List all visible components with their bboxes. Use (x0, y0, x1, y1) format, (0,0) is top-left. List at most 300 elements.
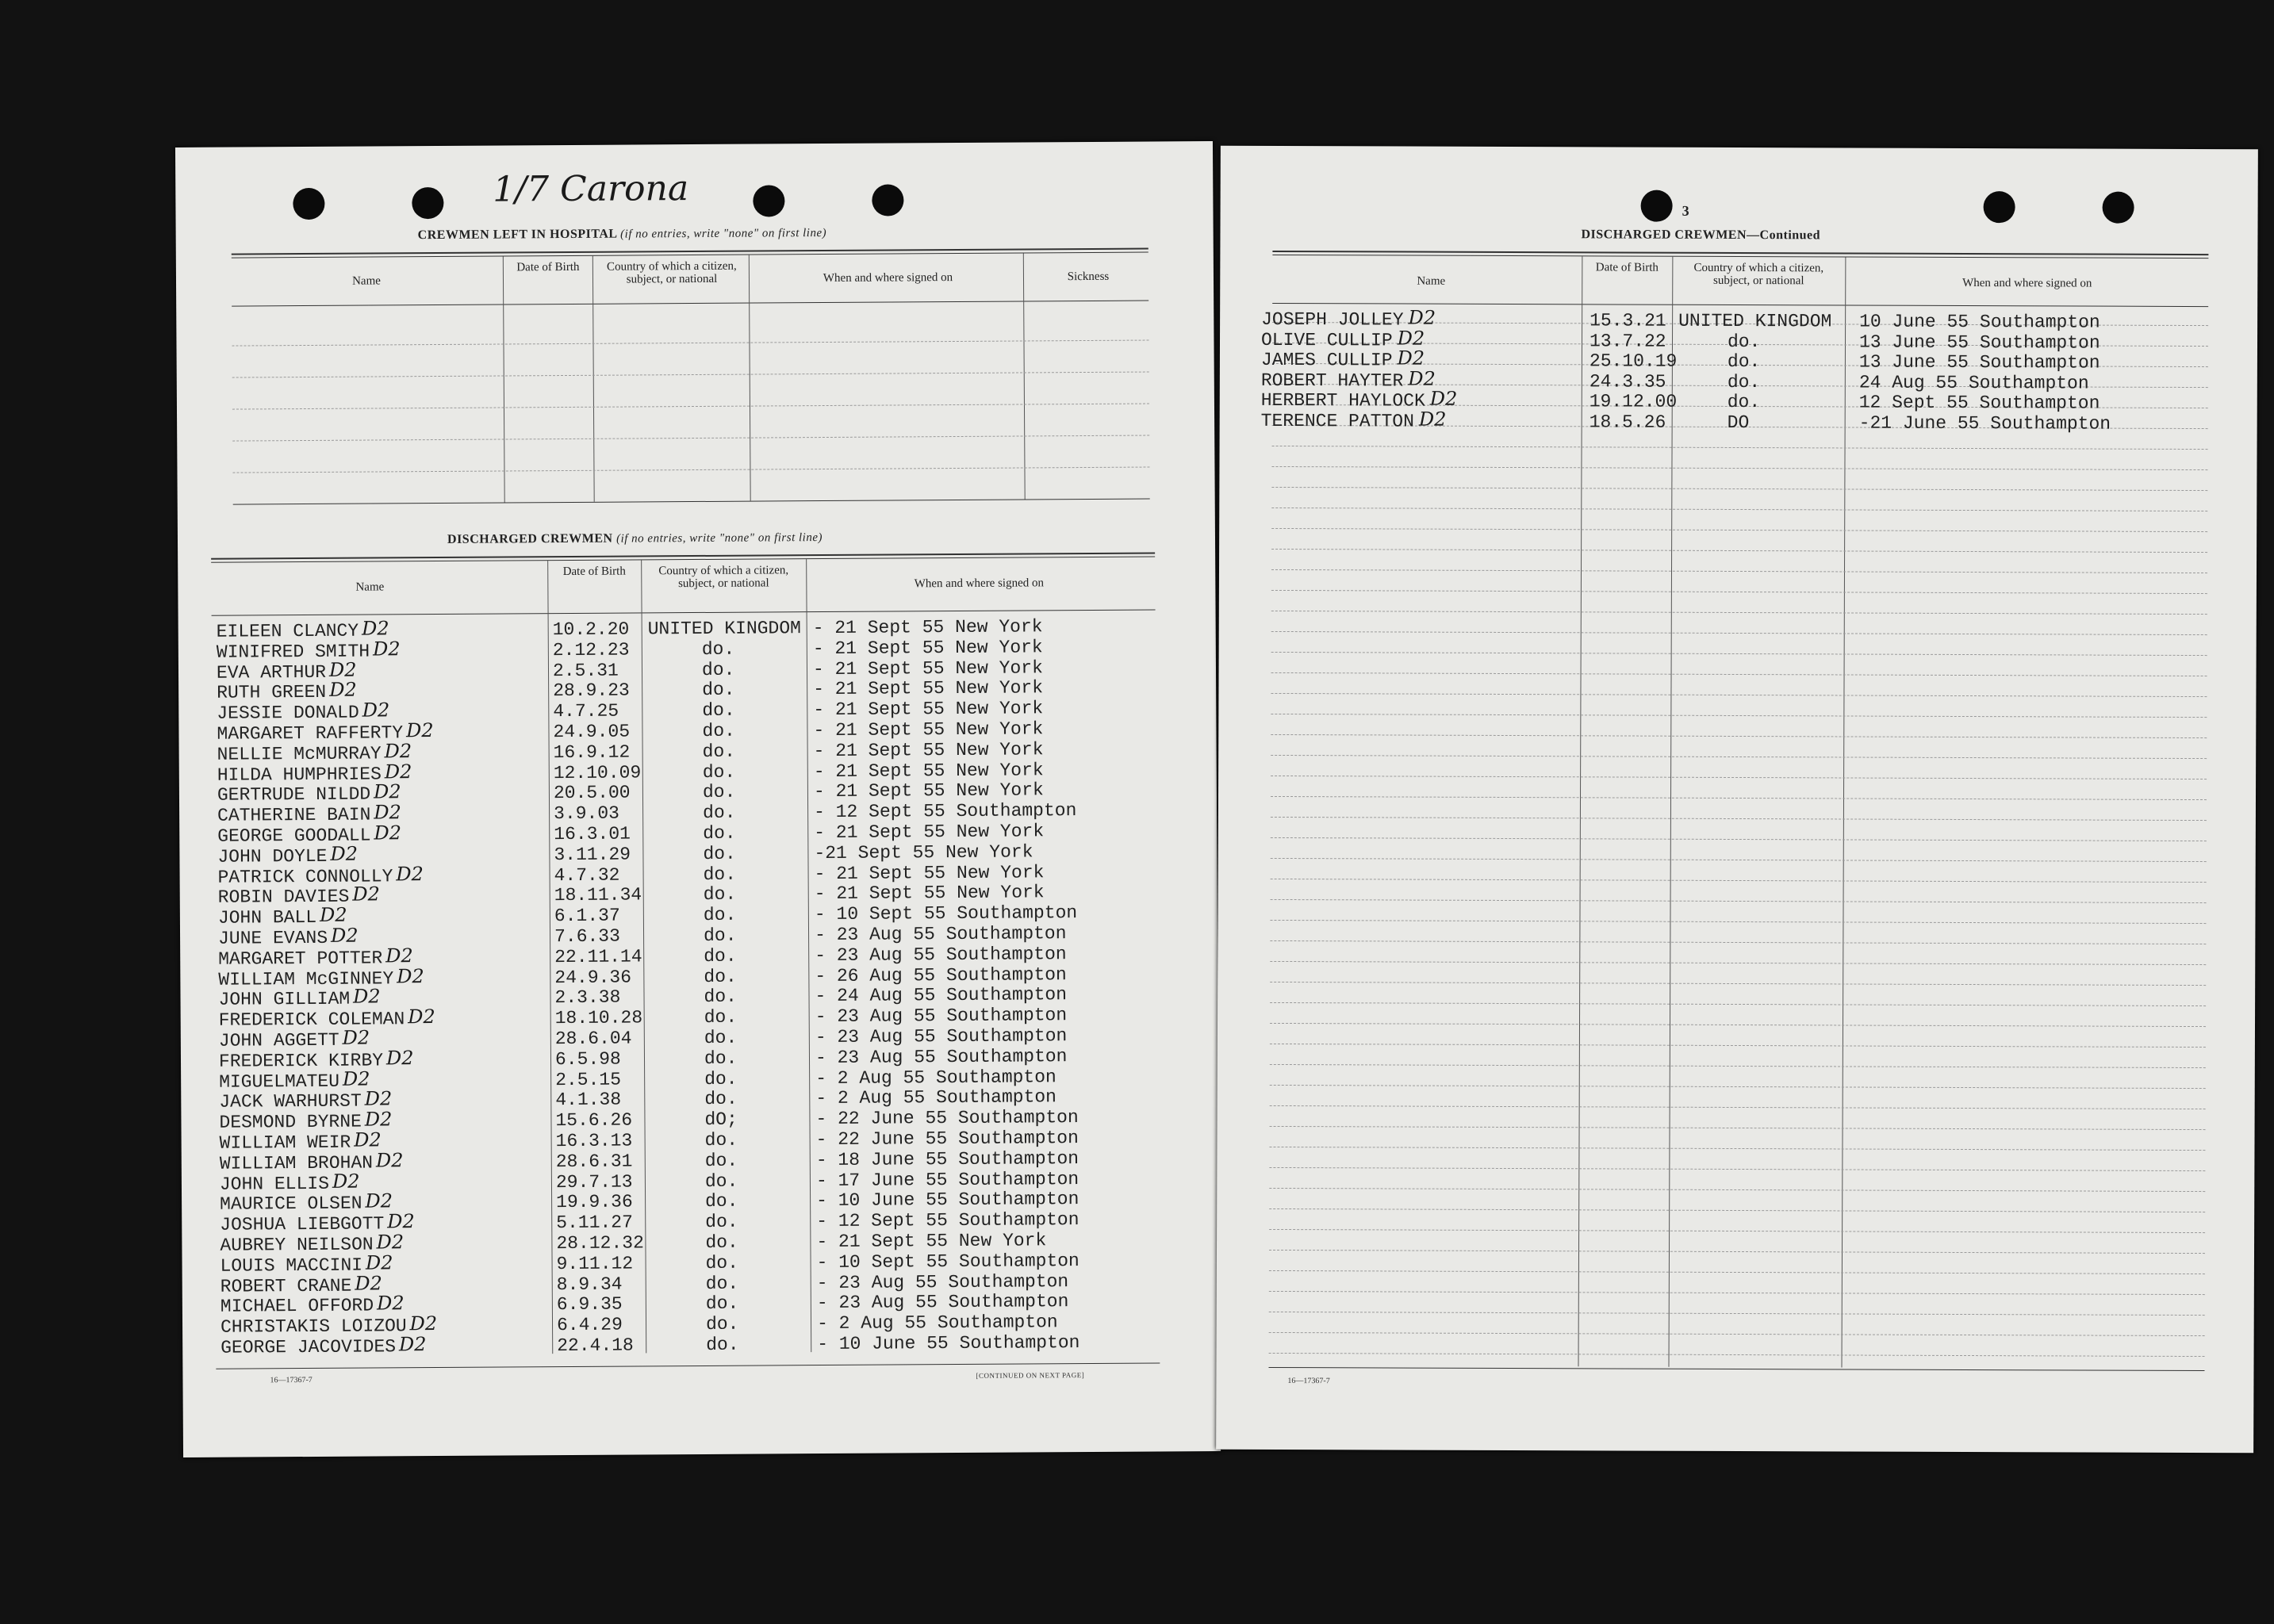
crew-signed-on: - 23 Aug 55 Southampton (816, 1270, 1069, 1293)
discharge-mark: D2 (374, 780, 401, 803)
crew-country: do. (702, 761, 736, 783)
crew-dob: 24.9.05 (553, 721, 631, 743)
crew-country: do. (703, 864, 737, 885)
discharge-mark: D2 (362, 699, 390, 722)
entry-line (232, 435, 1149, 442)
hospital-col-name: Name (352, 274, 381, 288)
crew-name: ROBIN DAVIES (217, 887, 350, 909)
discharged-continued-title: DISCHARGED CREWMEN—Continued (1581, 228, 1821, 243)
discharge-mark: D2 (342, 1026, 370, 1049)
crew-signed-on: - 21 Sept 55 New York (812, 616, 1043, 639)
discharge-mark: D2 (329, 679, 357, 702)
crew-name: MAURICE OLSEN (220, 1193, 362, 1216)
entry-line (1270, 1105, 2206, 1109)
discharged-col-name: Name (355, 580, 385, 594)
crew-dob: 4.1.38 (555, 1089, 622, 1111)
col-divider (592, 256, 595, 502)
discharge-mark: D2 (397, 964, 424, 987)
rule (1268, 1367, 2204, 1371)
crew-signed-on: - 10 June 55 Southampton (817, 1332, 1080, 1355)
entry-line (1271, 817, 2207, 821)
crew-dob: 18.11.34 (554, 884, 642, 906)
hospital-title-note: (if no entries, write "none" on first line) (620, 226, 827, 241)
discharge-mark: D2 (319, 903, 347, 927)
discharge-mark: D2 (387, 1210, 415, 1233)
crew-country: do. (704, 1089, 738, 1110)
discharge-mark: D2 (361, 617, 389, 640)
crew-dob: 15.6.26 (555, 1109, 633, 1132)
crew-signed-on: - 18 June 55 Southampton (815, 1147, 1079, 1170)
entry-line (1270, 1085, 2206, 1089)
crew-signed-on: -21 June 55 Southampton (1858, 412, 2111, 435)
crew-country: do. (705, 1273, 739, 1294)
crew-country: do. (705, 1252, 739, 1274)
entry-line (1270, 961, 2206, 965)
entry-lines (1221, 146, 2258, 150)
crew-signed-on: - 21 Sept 55 New York (814, 821, 1045, 844)
crew-signed-on: 13 June 55 Southampton (1858, 351, 2100, 373)
crew-name: CATHERINE BAIN (217, 804, 371, 826)
hospital-col-sickness: Sickness (1067, 270, 1110, 284)
right-page (1216, 146, 2258, 1454)
crew-name: LOUIS MACCINI (220, 1254, 363, 1277)
crew-country: do. (1727, 371, 1761, 393)
crew-dob: 6.1.37 (554, 905, 620, 927)
discharge-mark: D2 (1397, 327, 1425, 350)
crew-country: do. (1727, 331, 1761, 352)
entry-line (1271, 466, 2207, 470)
crew-signed-on: - 21 Sept 55 New York (816, 1230, 1047, 1253)
crew-dob: 16.3.13 (555, 1130, 633, 1152)
punch-hole (293, 188, 324, 220)
form-number: 16—17367-7 (1287, 1377, 1330, 1386)
crew-signed-on: - 10 Sept 55 Southampton (814, 902, 1078, 925)
crew-signed-on: - 21 Sept 55 New York (813, 759, 1044, 782)
crew-country: do. (705, 1313, 739, 1335)
entry-line (1269, 1229, 2205, 1233)
crew-dob: 2.5.15 (555, 1069, 622, 1090)
entry-line (1270, 982, 2206, 986)
crew-country: do. (704, 986, 738, 1008)
discharge-mark: D2 (376, 1231, 405, 1254)
hospital-section-title (418, 226, 827, 243)
crew-country: do. (702, 680, 735, 701)
discharge-mark: D2 (375, 1149, 404, 1172)
discharge-mark: D2 (354, 1128, 382, 1151)
crew-signed-on: -21 Sept 55 New York (814, 841, 1033, 864)
col-divider (749, 255, 751, 501)
crew-name: AUBREY NEILSON (220, 1234, 374, 1256)
crew-dob: 29.7.13 (555, 1171, 633, 1193)
crew-name: MARGARET RAFFERTY (217, 722, 404, 745)
crew-signed-on: - 21 Sept 55 New York (812, 637, 1043, 659)
crew-country: do. (704, 1048, 738, 1069)
rule (232, 301, 1149, 307)
discharged-col-dob: Date of Birth (562, 565, 626, 579)
entry-line (1269, 1147, 2205, 1151)
crew-country: do. (703, 843, 736, 864)
discharge-mark: D2 (330, 924, 359, 947)
entry-line (1271, 569, 2207, 573)
crew-signed-on: - 12 Sept 55 Southampton (814, 800, 1077, 823)
entry-line (232, 404, 1149, 410)
discharged-section-title (447, 530, 823, 547)
crew-signed-on: - 12 Sept 55 Southampton (816, 1209, 1079, 1232)
crew-dob: 6.5.98 (554, 1048, 621, 1070)
crew-signed-on: - 10 June 55 Southampton (816, 1189, 1079, 1212)
entry-line (1271, 590, 2207, 594)
crew-signed-on: - 21 Sept 55 New York (813, 739, 1044, 761)
entry-line (1271, 899, 2207, 903)
crew-signed-on: - 26 Aug 55 Southampton (815, 963, 1067, 986)
crew-name: OLIVE CULLIP (1260, 329, 1393, 351)
entry-line (232, 340, 1149, 347)
crew-country: do. (1727, 392, 1761, 413)
crew-name: HERBERT HAYLOCK (1260, 390, 1425, 412)
crew-name: NELLIE McMURRAY (217, 743, 382, 765)
entry-line (1271, 734, 2207, 738)
crew-dob: 10.2.20 (552, 619, 630, 641)
crew-dob: 8.9.34 (556, 1274, 623, 1295)
entry-line (1269, 1291, 2205, 1295)
crew-signed-on: - 23 Aug 55 Southampton (815, 1025, 1068, 1048)
col-divider (1669, 257, 1674, 1367)
entry-line (1271, 879, 2207, 883)
crew-name: ROBERT CRANE (220, 1275, 352, 1297)
entry-line (1272, 446, 2208, 450)
crew-name: GEORGE GOODALL (217, 825, 371, 847)
entry-line (1269, 1250, 2205, 1254)
crew-country: do. (704, 1150, 738, 1171)
form-number: 16—17367-7 (270, 1375, 313, 1385)
discharge-mark: D2 (398, 1333, 427, 1356)
crew-signed-on: - 23 Aug 55 Southampton (815, 1005, 1068, 1028)
crew-country: do. (704, 1006, 738, 1028)
crew-dob: 4.7.25 (553, 700, 619, 722)
entry-line (1270, 1126, 2206, 1130)
entry-line (1271, 796, 2207, 800)
continued-note: [CONTINUED ON NEXT PAGE] (976, 1371, 1085, 1380)
crew-dob: 16.3.01 (554, 823, 631, 845)
crew-country: dO; (704, 1109, 738, 1131)
right-col-country: Country of which a citizen, subject, or national (1693, 261, 1824, 288)
crew-signed-on: - 10 Sept 55 Southampton (816, 1250, 1079, 1273)
crew-country: do. (702, 720, 735, 741)
entry-line (1269, 1188, 2205, 1192)
col-divider (1841, 257, 1846, 1367)
discharge-mark: D2 (1429, 388, 1458, 411)
crew-country: do. (703, 925, 737, 946)
crew-dob: 6.9.35 (556, 1293, 623, 1316)
crew-country: do. (705, 1211, 738, 1233)
crew-dob: 5.11.27 (556, 1212, 633, 1234)
crew-name: JAMES CULLIP (1260, 350, 1393, 371)
entry-line (1271, 693, 2207, 697)
rule (1272, 255, 2208, 259)
crew-signed-on: - 2 Aug 55 Southampton (815, 1066, 1056, 1089)
handwritten-header: 1/7 Carona (493, 168, 689, 210)
rule (233, 499, 1150, 505)
crew-dob: 28.12.32 (556, 1232, 644, 1254)
crew-dob: 3.9.03 (554, 802, 620, 825)
crew-country: do. (702, 741, 736, 762)
crew-signed-on: - 22 June 55 Southampton (815, 1128, 1079, 1151)
crew-name: EVA ARTHUR (216, 661, 327, 684)
punch-hole (872, 184, 903, 216)
crew-dob: 28.9.23 (553, 680, 630, 702)
crew-signed-on: - 21 Sept 55 New York (814, 882, 1045, 905)
crew-signed-on: - 24 Aug 55 Southampton (815, 984, 1068, 1007)
crew-signed-on: - 23 Aug 55 Southampton (816, 1291, 1069, 1314)
crew-dob: 2.3.38 (554, 986, 621, 1009)
discharge-mark: D2 (353, 985, 381, 1009)
crew-country: DO (1727, 412, 1750, 434)
crew-name: JESSIE DONALD (217, 702, 359, 724)
crew-name: PATRICK CONNOLLY (217, 865, 393, 888)
discharge-mark: D2 (332, 1170, 360, 1193)
crew-country: do. (705, 1293, 739, 1315)
crew-country: do. (704, 1129, 738, 1151)
discharge-mark: D2 (396, 862, 424, 885)
crew-name: JOSEPH JOLLEY (1261, 308, 1404, 331)
entry-line (1271, 652, 2207, 656)
crew-signed-on: - 21 Sept 55 New York (814, 861, 1045, 884)
crew-name: CHRISTAKIS LOIZOU (220, 1316, 407, 1338)
crew-name: MICHAEL OFFORD (220, 1295, 374, 1318)
discharge-mark: D2 (372, 638, 401, 661)
crew-signed-on: - 23 Aug 55 Southampton (815, 943, 1067, 966)
crew-signed-on: - 21 Sept 55 New York (813, 698, 1044, 721)
entry-line (1270, 920, 2206, 924)
crew-signed-on: 24 Aug 55 Southampton (1858, 372, 2089, 394)
crew-name: DESMOND BYRNE (219, 1111, 362, 1133)
entry-line (1270, 940, 2206, 944)
entry-line (1271, 837, 2207, 841)
crew-country: do. (1727, 351, 1761, 373)
entry-line (1270, 1064, 2206, 1068)
left-page (175, 141, 1221, 1457)
discharge-mark: D2 (405, 719, 434, 742)
discharge-mark: D2 (364, 1087, 393, 1110)
crew-country: do. (703, 884, 737, 906)
punch-hole (2103, 192, 2134, 224)
crew-country: do. (702, 699, 735, 722)
crew-signed-on: 12 Sept 55 Southampton (1858, 392, 2100, 414)
crew-dob: 18.10.28 (554, 1007, 643, 1029)
crew-country: do. (703, 904, 737, 926)
entry-line (1271, 611, 2207, 615)
discharge-mark: D2 (374, 822, 402, 845)
entry-line (1271, 549, 2207, 553)
crew-dob: 2.5.31 (552, 660, 619, 681)
discharged-title-text: DISCHARGED CREWMEN (447, 531, 613, 546)
crew-signed-on: - 21 Sept 55 New York (812, 657, 1043, 680)
hospital-col-signed: When and where signed on (823, 271, 953, 285)
crew-dob: 24.9.36 (554, 967, 632, 988)
hospital-col-country: Country of which a citizen, subject, or national (606, 259, 737, 286)
punch-hole (1641, 190, 1673, 222)
crew-signed-on: - 22 June 55 Southampton (815, 1107, 1079, 1130)
crew-country: UNITED KINGDOM (1678, 310, 1832, 332)
discharge-mark: D2 (376, 1292, 405, 1315)
discharge-mark: D2 (364, 1108, 393, 1131)
discharge-mark: D2 (365, 1189, 393, 1212)
entry-line (1271, 487, 2207, 491)
crew-dob: 22.11.14 (554, 946, 642, 967)
crew-dob: 22.4.18 (557, 1335, 634, 1357)
crew-name: WINIFRED SMITH (216, 641, 370, 663)
punch-hole (412, 187, 443, 219)
crew-signed-on: - 23 Aug 55 Southampton (814, 923, 1067, 946)
crew-name: EILEEN CLANCY (216, 620, 359, 642)
crew-country: do. (703, 802, 736, 824)
crew-country: do. (701, 638, 735, 660)
crew-country: do. (704, 1027, 738, 1048)
discharge-mark: D2 (385, 944, 413, 967)
crew-country: do. (704, 1068, 738, 1090)
crew-signed-on: - 2 Aug 55 Southampton (816, 1312, 1058, 1335)
entry-line (1269, 1332, 2205, 1336)
crew-dob: 20.5.00 (553, 782, 631, 804)
crew-dob: 19.9.36 (556, 1191, 633, 1213)
crew-name: FREDERICK COLEMAN (218, 1009, 405, 1031)
crew-signed-on: - 21 Sept 55 New York (813, 718, 1044, 741)
entry-line (1271, 714, 2207, 718)
discharge-mark: D2 (330, 842, 359, 865)
discharge-mark: D2 (1408, 306, 1436, 329)
entry-line (1271, 528, 2207, 532)
discharge-mark: D2 (328, 658, 357, 681)
crew-dob: 13.7.22 (1589, 330, 1666, 352)
crew-signed-on: - 23 Aug 55 Southampton (815, 1045, 1068, 1068)
col-divider (806, 559, 811, 1352)
entry-line (1269, 1353, 2205, 1357)
crew-name: HILDA HUMPHRIES (217, 764, 382, 786)
discharged-col-signed: When and where signed on (914, 576, 1045, 591)
entry-line (232, 372, 1149, 378)
crew-dob: 28.6.04 (554, 1028, 632, 1050)
crew-name: JACK WARHURST (219, 1090, 362, 1113)
right-col-signed: When and where signed on (1962, 276, 2092, 290)
crew-name: JOHN AGGETT (218, 1029, 339, 1051)
crew-signed-on: - 21 Sept 55 New York (813, 779, 1044, 802)
crew-dob: 12.10.09 (553, 762, 642, 783)
crew-country: do. (702, 782, 736, 803)
hospital-col-dob: Date of Birth (516, 260, 580, 274)
crew-name: RUTH GREEN (217, 682, 327, 704)
crew-signed-on: 10 June 55 Southampton (1859, 311, 2100, 333)
crew-signed-on: - 17 June 55 Southampton (815, 1168, 1079, 1191)
crew-dob: 19.12.00 (1589, 391, 1678, 413)
crew-dob: 7.6.33 (554, 925, 620, 948)
entry-line (1270, 1044, 2206, 1048)
discharge-mark: D2 (384, 740, 412, 763)
crew-dob: 9.11.12 (556, 1253, 634, 1274)
crew-name: FREDERICK KIRBY (218, 1050, 384, 1072)
entry-line (1271, 776, 2207, 779)
col-divider (1023, 253, 1026, 499)
crew-name: TERENCE PATTON (1260, 410, 1414, 432)
rule (216, 1362, 1160, 1369)
crew-dob: 3.11.29 (554, 844, 631, 865)
discharged-title-note: (if no entries, write "none" on first line) (616, 531, 823, 546)
col-divider (503, 256, 505, 502)
crew-name: GEORGE JACOVIDES (220, 1336, 397, 1358)
entry-line (1270, 1023, 2206, 1027)
crew-dob: 4.7.32 (554, 864, 620, 886)
discharge-mark: D2 (352, 883, 380, 906)
entry-line (1271, 672, 2207, 676)
discharge-mark: D2 (408, 1005, 435, 1028)
crew-name: WILLIAM WEIR (219, 1132, 351, 1154)
crew-country: do. (703, 822, 736, 844)
entry-line (1269, 1312, 2205, 1316)
crew-dob: 15.3.21 (1589, 310, 1666, 331)
entry-line (1270, 1002, 2206, 1006)
crew-name: WILLIAM BROHAN (219, 1152, 374, 1174)
crew-signed-on: - 21 Sept 55 New York (813, 677, 1044, 700)
entry-line (1269, 1167, 2205, 1171)
entry-line (1271, 631, 2207, 635)
crew-name: JOHN BALL (217, 907, 317, 929)
crew-name: MARGARET POTTER (218, 948, 383, 970)
crew-dob: 25.10.19 (1589, 350, 1678, 372)
crew-name: JOHN GILLIAM (218, 989, 351, 1011)
crew-dob: 6.4.29 (556, 1314, 623, 1336)
discharge-mark: D2 (384, 760, 412, 783)
crew-country: UNITED KINGDOM (647, 618, 801, 640)
crew-country: do. (705, 1231, 738, 1253)
page-number: 3 (1682, 202, 1689, 219)
crew-name: WILLIAM McGINNEY (218, 967, 394, 990)
crew-name: JOSHUA LIEBGOTT (220, 1213, 385, 1235)
crew-signed-on: - 2 Aug 55 Southampton (815, 1086, 1057, 1109)
punch-hole (1984, 191, 2015, 223)
entry-line (232, 467, 1149, 473)
crew-country: do. (701, 659, 735, 680)
crew-dob: 16.9.12 (553, 741, 631, 763)
discharge-mark: D2 (1418, 408, 1447, 431)
punch-hole (753, 185, 784, 216)
crew-signed-on: 13 June 55 Southampton (1858, 331, 2100, 354)
entry-line (1271, 508, 2207, 511)
crew-dob: 28.6.31 (555, 1151, 633, 1172)
crew-country: do. (704, 945, 737, 967)
right-col-name: Name (1417, 274, 1446, 288)
crew-name: MIGUELMATEU (219, 1071, 340, 1093)
discharge-mark: D2 (365, 1251, 393, 1274)
discharge-mark: D2 (1397, 347, 1425, 370)
col-divider (1578, 256, 1583, 1366)
entry-line (1269, 1208, 2205, 1212)
crew-country: do. (706, 1334, 739, 1355)
hospital-title-text: CREWMEN LEFT IN HOSPITAL (417, 227, 617, 243)
crew-dob: 24.3.35 (1589, 371, 1666, 393)
discharged-col-country: Country of which a citizen, subject, or national (658, 564, 789, 591)
discharge-mark: D2 (342, 1067, 370, 1090)
discharge-mark: D2 (355, 1272, 382, 1295)
discharge-mark: D2 (374, 801, 401, 824)
entry-line (1271, 858, 2207, 862)
crew-country: do. (705, 1191, 738, 1212)
crew-name: JOHN DOYLE (217, 845, 328, 868)
crew-country: do. (704, 966, 737, 987)
rule (212, 609, 1156, 615)
discharge-mark: D2 (1408, 367, 1436, 390)
discharge-mark: D2 (385, 1046, 414, 1070)
entry-line (1269, 1270, 2205, 1274)
crew-dob: 2.12.23 (552, 639, 630, 661)
